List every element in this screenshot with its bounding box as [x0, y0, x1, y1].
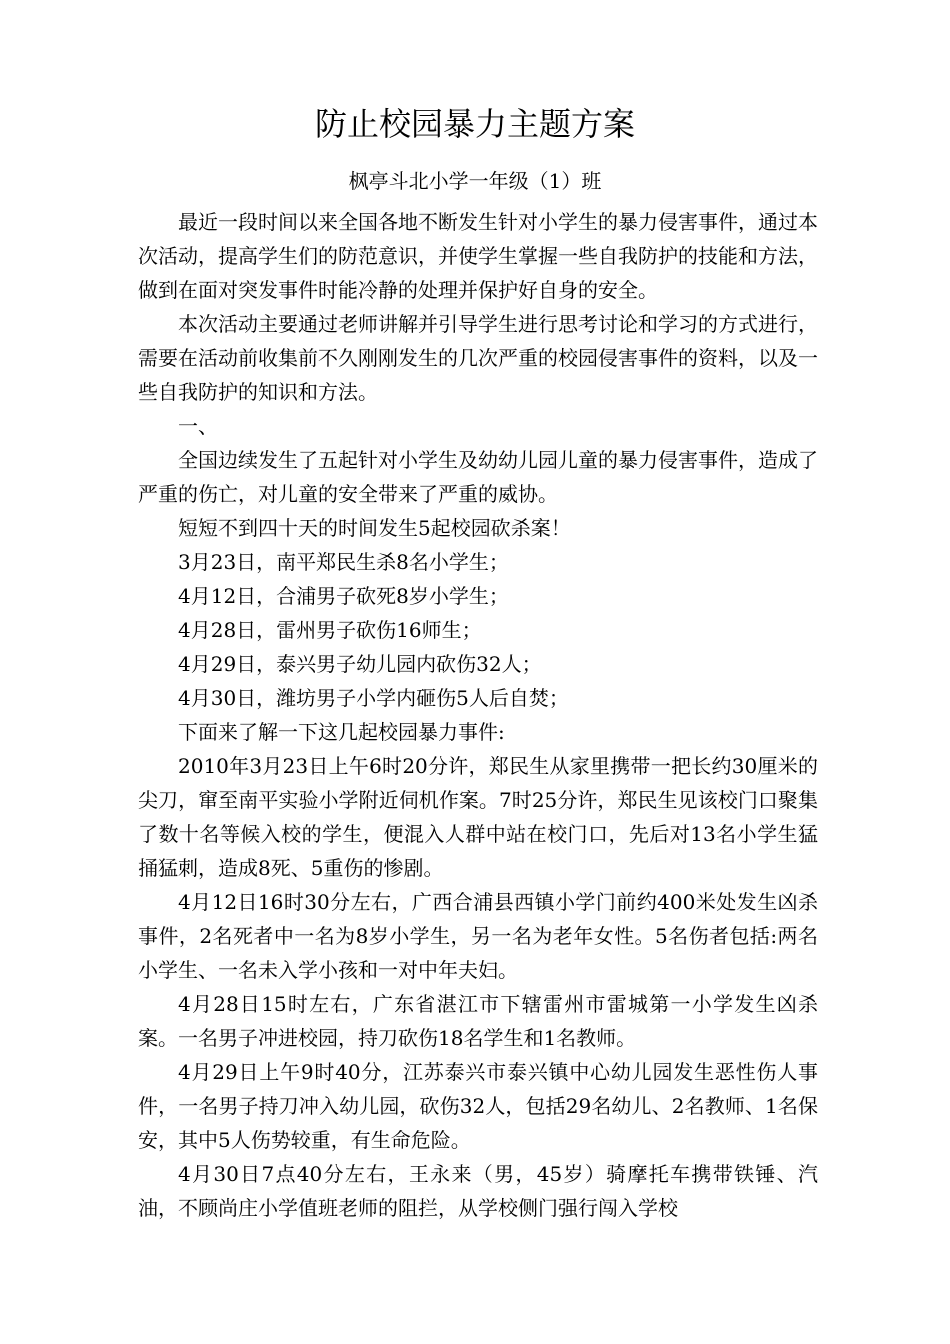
list-item: 4月28日，雷州男子砍伤16师生； [178, 618, 482, 642]
paragraph: 4月29日上午9时40分，江苏泰兴市泰兴镇中心幼儿园发生恶性伤人事件，一名男子持刀冲入幼儿园，砍伤32人，包括29名幼儿、2名教师、1名保安，其中5人伤势较重，有生命危险。 [138, 1060, 818, 1152]
paragraph: 4月12日16时30分左右，广西合浦县西镇小学门前约400米处发生凶杀事件，2名死者中一名为8岁小学生，另一名为老年女性。5名伤者包括:两名小学生、一名未入学小孩和一对中年夫妇。 [138, 890, 818, 982]
list-item: 4月29日，泰兴男子幼儿园内砍伤32人； [178, 652, 542, 676]
paragraph: 本次活动主要通过老师讲解并引导学生进行思考讨论和学习的方式进行，需要在活动前收集前不久刚刚发生的几次严重的校园侵害事件的资料，以及一些自我防护的知识和方法。 [138, 312, 818, 404]
paragraph: 全国边续发生了五起针对小学生及幼幼儿园儿童的暴力侵害事件，造成了严重的伤亡，对儿童的安全带来了严重的威协。 [138, 448, 818, 506]
paragraph: 下面来了解一下这几起校园暴力事件: [178, 720, 505, 744]
paragraph: 最近一段时间以来全国各地不断发生针对小学生的暴力侵害事件，通过本次活动，提高学生们的防范意识，并使学生掌握一些自我防护的技能和方法，做到在面对突发事件时能冷静的处理并保护好自身的安全。 [138, 210, 818, 302]
list-item: 4月30日，潍坊男子小学内砸伤5人后自焚； [178, 686, 569, 710]
document-title: 防止校园暴力主题方案 [314, 105, 635, 143]
document-body [138, 205, 818, 1225]
section-heading: 一、 [178, 414, 218, 438]
list-item: 3月23日，南平郑民生杀8名小学生； [178, 550, 509, 574]
list-item: 4月12日，合浦男子砍死8岁小学生； [178, 584, 509, 608]
paragraph: 短短不到四十天的时间发生5起校园砍杀案！ [178, 516, 571, 540]
paragraph: 2010年3月23日上午6时20分许，郑民生从家里携带一把长约30厘米的尖刀，窜至南平实验小学附近伺机作案。7时25分许，郑民生见该校门口聚集了数十名等候入校的学生，便混入人群中站在校门口，先后对13名小学生猛捅猛刺，造成8死、5重伤的惨剧。 [138, 754, 818, 880]
document-subtitle: 枫亭斗北小学一年级（1）班 [348, 169, 602, 193]
paragraph: 4月28日15时左右，广东省湛江市下辖雷州市雷城第一小学发生凶杀案。一名男子冲进校园，持刀砍伤18名学生和1名教师。 [138, 992, 818, 1050]
paragraph: 4月30日7点40分左右，王永来（男，45岁）骑摩托车携带铁锤、汽油，不顾尚庄小学值班老师的阻拦，从学校侧门强行闯入学校 [138, 1162, 818, 1220]
